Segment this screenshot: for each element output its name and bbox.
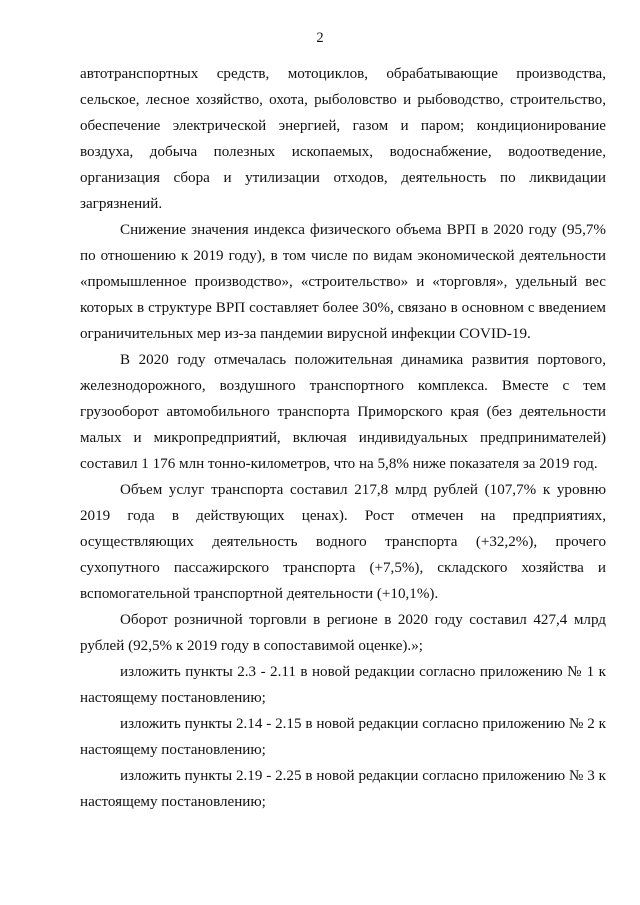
paragraph-economic-activities-continuation: автотранспортных средств, мотоциклов, обрабатывающие производства, сельское, лесное хозяйство, охота, рыболовство и рыбоводство, строительство, обеспечение электрической энергией, газом и паром; кондиционирование воздуха, добыча полезных ископаемых, водоснабжение, водоотведение, организация сбора и утилизации отходов, деятельность по ликвидации загрязнений. xyxy=(80,66,606,212)
page-number: 2 xyxy=(316,30,324,46)
paragraph-grp-index-decline: Снижение значения индекса физического объема ВРП в 2020 году (95,7% по отношению к 2019 году), в том числе по видам экономической деятельности «промышленное производство», «строительство» и «торговля», удельный вес которых в структуре ВРП составляет более 30%, связано в основном с введением ограничительных мер из-за пандемии вирусной инфекции COVID-19. xyxy=(80,222,606,342)
paragraph-transport-services-volume: Объем услуг транспорта составил 217,8 млрд рублей (107,7% к уровню 2019 года в действующих ценах). Рост отмечен на предприятиях, осуществляющих деятельность водного транспорта (+32,2%), прочего сухопутного пассажирского транспорта (+7,5%), складского хозяйства и вспомогательной транспортной деятельности (+10,1%). xyxy=(80,482,606,602)
document-body xyxy=(80,61,606,815)
paragraph-retail-turnover: Оборот розничной торговли в регионе в 2020 году составил 427,4 млрд рублей (92,5% к 2019 году в сопоставимой оценке).»; xyxy=(80,612,606,654)
paragraph-amendment-appendix-3: изложить пункты 2.19 - 2.25 в новой редакции согласно приложению № 3 к настоящему постановлению; xyxy=(80,768,606,810)
paragraph-transport-dynamics: В 2020 году отмечалась положительная динамика развития портового, железнодорожного, воздушного транспортного комплекса. Вместе с тем грузооборот автомобильного транспорта Приморского края (без деятельности малых и микропредприятий, включая индивидуальных предпринимателей) составил 1 176 млн тонно-километров, что на 5,8% ниже показателя за 2019 год. xyxy=(80,352,606,472)
paragraph-amendment-appendix-1: изложить пункты 2.3 - 2.11 в новой редакции согласно приложению № 1 к настоящему постановлению; xyxy=(80,664,606,706)
paragraph-amendment-appendix-2: изложить пункты 2.14 - 2.15 в новой редакции согласно приложению № 2 к настоящему постановлению; xyxy=(80,716,606,758)
